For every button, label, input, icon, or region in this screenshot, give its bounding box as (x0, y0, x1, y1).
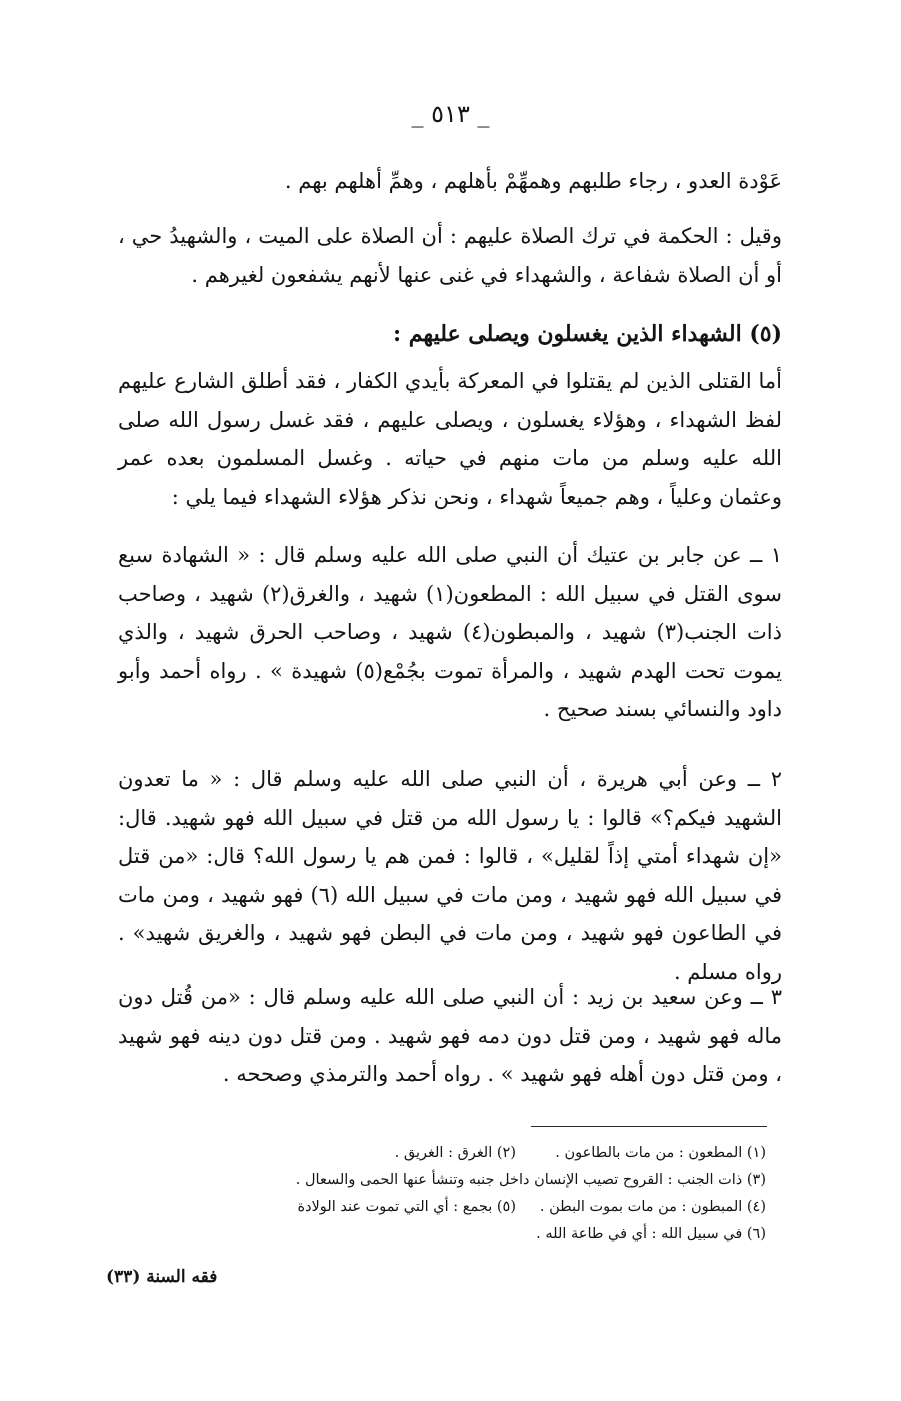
footnote-1: (١) المطعون : من مات بالطاعون . (555, 1145, 766, 1161)
footnote-row (140, 1140, 766, 1167)
paragraph-hadith-1: ١ ــ عن جابر بن عتيك أن النبي صلى الله عليه وسلم قال : « الشهادة سبع سوى القتل في سبيل الله : المطعون(١) شهيد ، والغرق(٢) شهيد ، وصاحب ذات الجنب(٣) شهيد ، والمبطون(٤) شهيد ، وصاحب الحرق شهيد ، والذي يموت تحت الهدم شهيد ، والمرأة تموت بجُمْع(٥) شهيدة » . رواه أحمد وأبو داود والنسائي بسند صحيح . (118, 543, 782, 721)
footnote-3: (٣) ذات الجنب : القروح تصيب الإنسان داخل جنبه وتنشأ عنها الحمى والسعال . (295, 1172, 766, 1188)
book-title-footer: فقه السنة (٣٣) (106, 1267, 218, 1287)
footnote-row (140, 1167, 766, 1194)
footnotes-list (140, 1140, 766, 1248)
paragraph-hadith-3: ٣ ــ وعن سعيد بن زيد : أن النبي صلى الله عليه وسلم قال : «من قُتل دون ماله فهو شهيد ، ومن قتل دون دمه فهو شهيد . ومن قتل دون دينه فهو شهيد ، ومن قتل دون أهله فهو شهيد » . رواه أحمد والترمذي وصححه . (118, 985, 782, 1086)
paragraph-intro: أما القتلى الذين لم يقتلوا في المعركة بأيدي الكفار ، فقد أطلق الشارع عليهم لفظ الشهداء ، وهؤلاء يغسلون ، ويصلى عليهم ، فقد غسل رسول الله صلى الله عليه وسلم من مات منهم في حياته . وغسل المسلمون بعده عمر وعثمان وعلياً ، وهم جميعاً شهداء ، ونحن نذكر هؤلاء الشهداء فيما يلي : (118, 369, 782, 509)
footnote-6: (٦) في سبيل الله : أي في طاعة الله . (536, 1226, 766, 1242)
footnote-divider (531, 1126, 767, 1127)
footnote-2: (٢) الغرق : الغريق . (394, 1145, 516, 1161)
page-number: _ ٥١٣ _ (411, 100, 490, 128)
footnote-row (140, 1221, 766, 1248)
footnote-4: (٤) المبطون : من مات بموت البطن . (539, 1199, 766, 1215)
footnote-5: (٥) بجمع : أي التي تموت عند الولادة (297, 1199, 516, 1215)
footnote-row (140, 1194, 766, 1221)
paragraph-hadith-2: ٢ ــ وعن أبي هريرة ، أن النبي صلى الله عليه وسلم قال : « ما تعدون الشهيد فيكم؟» قالوا : يا رسول الله من قتل في سبيل الله فهو شهيد. قال: «إن شهداء أمتي إذاً لقليل» ، قالوا : فمن هم يا رسول الله؟ قال: «من قتل في سبيل الله فهو شهيد ، ومن مات في سبيل الله (٦) فهو شهيد ، ومن مات في الطاعون فهو شهيد ، ومن مات في البطن فهو شهيد ، والغريق شهيد» . رواه مسلم . (118, 767, 782, 984)
paragraph-enemy-return: عَوْدة العدو ، رجاء طلبهم وهمهِّمْ بأهلهم ، وهمِّ أهلهم بهم . (284, 169, 782, 193)
section-heading: (٥) الشهداء الذين يغسلون ويصلى عليهم : (393, 321, 782, 347)
paragraph-wisdom: وقيل : الحكمة في ترك الصلاة عليهم : أن الصلاة على الميت ، والشهيدُ حي ، أو أن الصلاة شفاعة ، والشهداء في غنى عنها لأنهم يشفعون لغيرهم . (118, 224, 782, 287)
